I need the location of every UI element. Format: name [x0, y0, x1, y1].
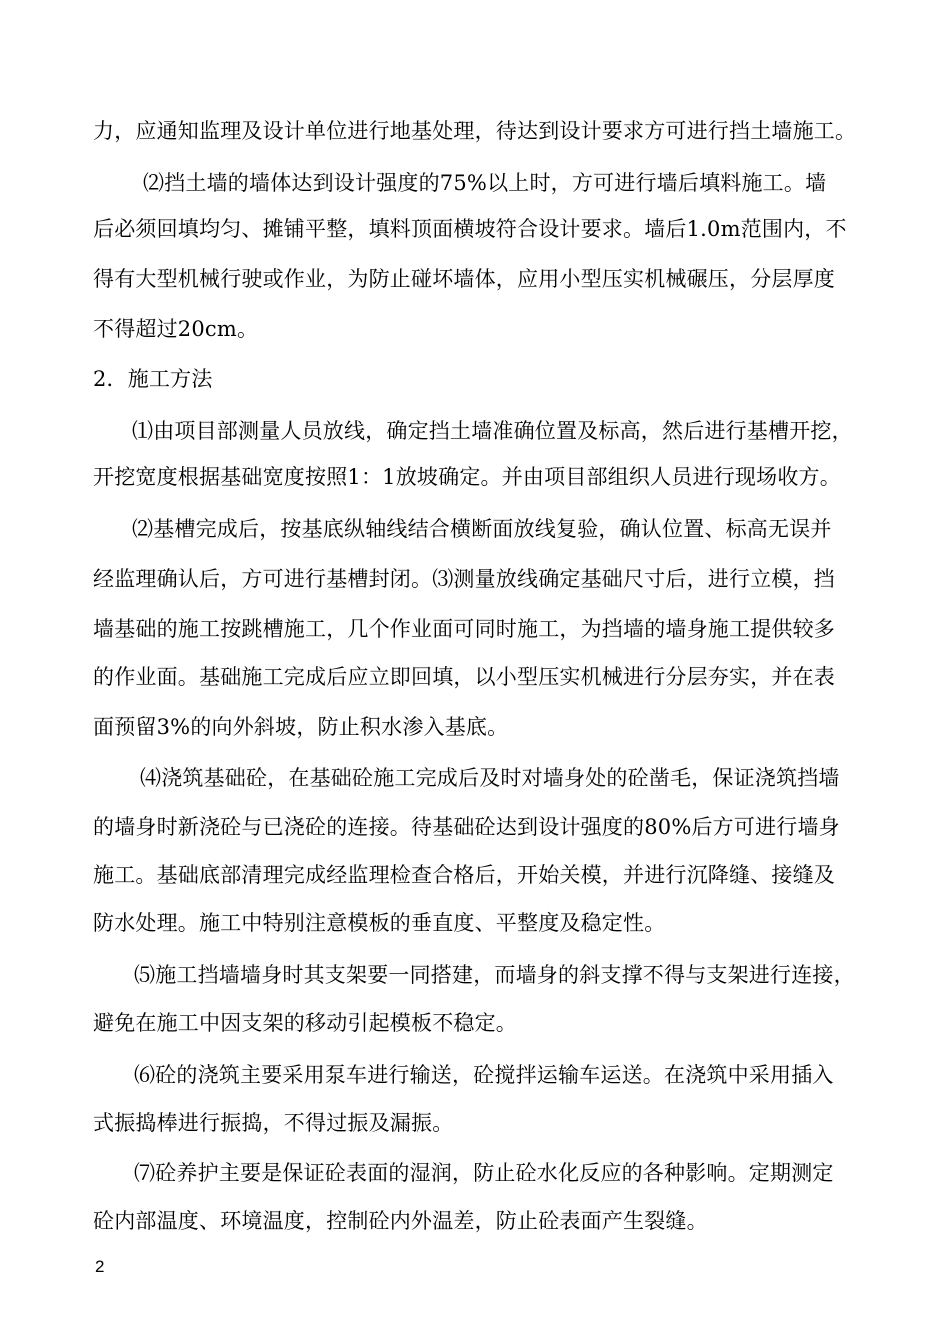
text-line-13: 面预留3%的向外斜坡，防止积水渗入基底。 — [93, 715, 509, 739]
text-line-22: ⑺砼养护主要是保证砼表面的湿润，防止砼水化反应的各种影响。定期测定 — [134, 1161, 834, 1185]
text-line-1: 力，应通知监理及设计单位进行地基处理，待达到设计要求方可进行挡土墙施工。 — [93, 119, 857, 143]
text-line-8: 开挖宽度根据基础宽度按照1：1放坡确定。并由项目部组织人员进行现场收方。 — [93, 465, 841, 489]
text-line-3: 后必须回填均匀、摊铺平整，填料顶面横坡符合设计要求。墙后1.0m范围内，不 — [93, 217, 847, 241]
text-line-17: 防水处理。施工中特别注意模板的垂直度、平整度及稳定性。 — [93, 911, 666, 935]
text-line-4: 得有大型机械行驶或作业，为防止碰坏墙体，应用小型压实机械碾压，分层厚度 — [93, 267, 835, 291]
text-line-18: ⑸施工挡墙墙身时其支架要一同搭建，而墙身的斜支撑不得与支架进行连接， — [134, 963, 855, 987]
text-line-11: 墙基础的施工按跳槽施工，几个作业面可同时施工，为挡墙的墙身施工提供较多 — [93, 617, 835, 641]
text-line-16: 施工。基础底部清理完成经监理检查合格后，开始关模，并进行沉降缝、接缝及 — [93, 863, 835, 887]
page-number: 2 — [95, 1257, 105, 1276]
text-line-23: 砼内部温度、环境温度，控制砼内外温差，防止砼表面产生裂缝。 — [93, 1209, 708, 1233]
text-line-14: ⑷浇筑基础砼，在基础砼施工完成后及时对墙身处的砼凿毛，保证浇筑挡墙 — [140, 766, 840, 790]
text-line-15: 的墙身时新浇砼与已浇砼的连接。待基础砼达到设计强度的80%后方可进行墙身 — [93, 815, 840, 839]
text-line-2: ⑵挡土墙的墙体达到设计强度的75%以上时，方可进行墙后填料施工。墙 — [143, 171, 827, 195]
text-line-12: 的作业面。基础施工完成后应立即回填，以小型压实机械进行分层夯实，并在表 — [93, 665, 835, 689]
text-line-19: 避免在施工中因支架的移动引起模板不稳定。 — [93, 1011, 517, 1035]
text-line-10: 经监理确认后，方可进行基槽封闭。⑶测量放线确定基础尺寸后，进行立模，挡 — [93, 567, 835, 591]
text-line-9: ⑵基槽完成后，按基底纵轴线结合横断面放线复验，确认位置、标高无误并 — [132, 517, 832, 541]
text-line-7: ⑴由项目部测量人员放线，确定挡土墙准确位置及标高，然后进行基槽开挖， — [132, 419, 853, 443]
text-line-21: 式振捣棒进行振捣，不得过振及漏振。 — [93, 1111, 454, 1135]
text-line-5: 不得超过20cm。 — [93, 317, 259, 341]
text-line-20: ⑹砼的浇筑主要采用泵车进行输送，砼搅拌运输车运送。在浇筑中采用插入 — [134, 1063, 834, 1087]
section-heading: 2．施工方法 — [93, 367, 213, 391]
